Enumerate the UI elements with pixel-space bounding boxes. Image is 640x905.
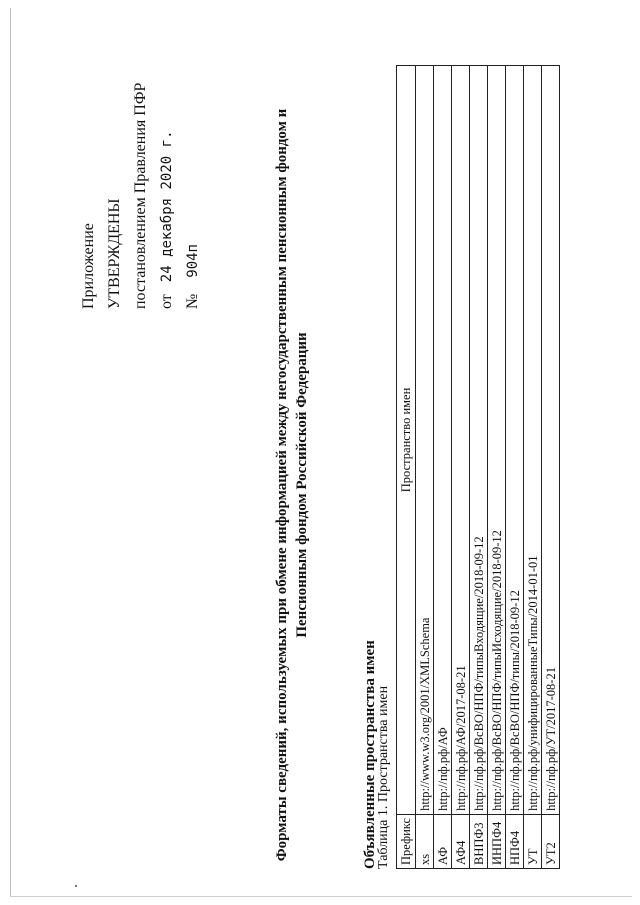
title-line-1: Форматы сведений, используемых при обмене информацией между негосударственным пенсионным фондом и: [274, 108, 290, 862]
header-namespace: Пространство имен: [397, 66, 416, 815]
table-row: [452, 66, 470, 869]
table-row: [416, 66, 434, 869]
prefix-cell: ИНПФ4: [488, 814, 506, 868]
date-prefix: от: [158, 294, 175, 309]
prefix-cell: АФ: [434, 814, 452, 868]
approved-label: УТВЕРЖДЕНЫ: [106, 198, 123, 309]
namespace-cell: http://www.w3.org/2001/XMLSchema: [416, 66, 434, 815]
approval-block: [76, 9, 206, 309]
prefix-cell: ВНПФ3: [470, 814, 488, 868]
date-line: [154, 9, 180, 309]
prefix-cell: НПФ4: [506, 814, 524, 868]
title-line-2: Пенсионным фондом Российской Федерации: [294, 332, 310, 638]
date-value: 24 декабря 2020 г.: [159, 130, 175, 283]
table-row: [542, 66, 560, 869]
namespaces-table: [396, 65, 560, 869]
namespace-cell: http://пф.рф/ВсВО/НПФ/типыВходящие/2018-09-12: [470, 66, 488, 815]
prefix-cell: xs: [416, 814, 434, 868]
namespace-cell: http://пф.рф/АФ/2017-08-21: [452, 66, 470, 815]
appendix-label: Приложение: [80, 223, 97, 309]
table-caption: Таблица 1. Пространства имен: [376, 685, 391, 869]
table-row: [506, 66, 524, 869]
number-line: [180, 9, 206, 309]
table-row: [470, 66, 488, 869]
table-row: [434, 66, 452, 869]
prefix-cell: АФ4: [452, 814, 470, 868]
namespace-cell: http://пф.рф/унифицированныеТипы/2014-01-01: [524, 66, 542, 815]
header-prefix: Префикс: [397, 814, 416, 868]
namespace-cell: http://пф.рф/ВсВО/НПФ/типы/2018-09-12: [506, 66, 524, 815]
number-value: 904п: [185, 244, 201, 278]
authority-label: постановлением Правления ПФР: [132, 82, 149, 309]
namespace-cell: http://пф.рф/АФ: [434, 66, 452, 815]
document-title: [272, 105, 312, 865]
namespace-cell: http://пф.рф/УТ/2017-08-21: [542, 66, 560, 815]
table-row: [524, 66, 542, 869]
prefix-cell: УТ: [524, 814, 542, 868]
prefix-cell: УТ2: [542, 814, 560, 868]
table-header-row: [397, 66, 416, 869]
namespace-cell: http://пф.рф/ВсВО/НПФ/типыИсходящие/2018-09-12: [488, 66, 506, 815]
number-prefix: №: [184, 293, 201, 309]
section-heading: Объявленные пространства имен: [362, 640, 378, 869]
table-row: [488, 66, 506, 869]
